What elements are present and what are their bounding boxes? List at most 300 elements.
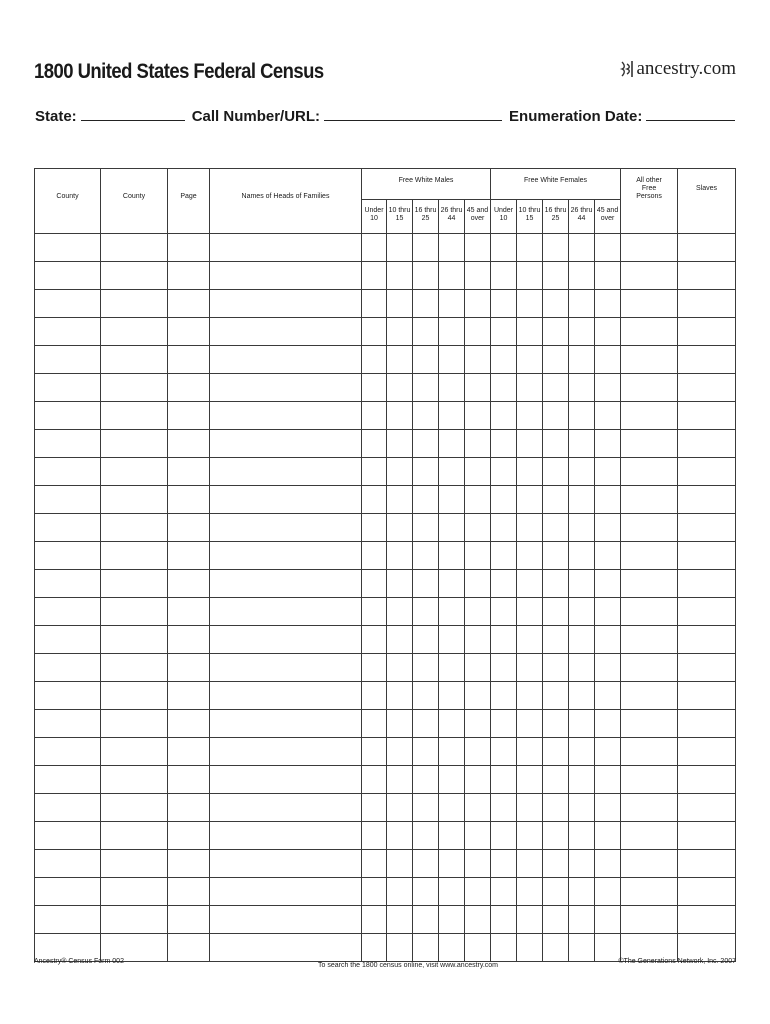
entry-cell[interactable]	[465, 374, 491, 402]
entry-cell[interactable]	[413, 234, 439, 262]
entry-cell[interactable]	[362, 542, 387, 570]
entry-cell[interactable]	[387, 738, 413, 766]
entry-cell[interactable]	[621, 794, 678, 822]
entry-cell[interactable]	[387, 430, 413, 458]
entry-cell[interactable]	[465, 486, 491, 514]
entry-cell[interactable]	[569, 346, 595, 374]
entry-cell[interactable]	[465, 318, 491, 346]
entry-cell[interactable]	[101, 850, 168, 878]
entry-cell[interactable]	[595, 794, 621, 822]
entry-cell[interactable]	[517, 710, 543, 738]
entry-cell[interactable]	[465, 626, 491, 654]
entry-cell[interactable]	[517, 262, 543, 290]
entry-cell[interactable]	[621, 822, 678, 850]
entry-cell[interactable]	[621, 514, 678, 542]
entry-cell[interactable]	[35, 318, 101, 346]
entry-cell[interactable]	[621, 290, 678, 318]
entry-cell[interactable]	[168, 290, 210, 318]
entry-cell[interactable]	[362, 682, 387, 710]
entry-cell[interactable]	[569, 710, 595, 738]
entry-cell[interactable]	[168, 570, 210, 598]
entry-cell[interactable]	[439, 710, 465, 738]
entry-cell[interactable]	[387, 934, 413, 962]
entry-cell[interactable]	[210, 794, 362, 822]
entry-cell[interactable]	[35, 458, 101, 486]
entry-cell[interactable]	[465, 570, 491, 598]
entry-cell[interactable]	[413, 346, 439, 374]
entry-cell[interactable]	[168, 234, 210, 262]
entry-cell[interactable]	[168, 794, 210, 822]
entry-cell[interactable]	[491, 738, 517, 766]
entry-cell[interactable]	[491, 542, 517, 570]
entry-cell[interactable]	[101, 514, 168, 542]
entry-cell[interactable]	[543, 878, 569, 906]
entry-cell[interactable]	[595, 738, 621, 766]
entry-cell[interactable]	[595, 290, 621, 318]
entry-cell[interactable]	[678, 402, 736, 430]
entry-cell[interactable]	[210, 570, 362, 598]
entry-cell[interactable]	[517, 514, 543, 542]
entry-cell[interactable]	[569, 542, 595, 570]
entry-cell[interactable]	[35, 794, 101, 822]
entry-cell[interactable]	[678, 570, 736, 598]
entry-cell[interactable]	[413, 402, 439, 430]
entry-cell[interactable]	[413, 766, 439, 794]
entry-cell[interactable]	[465, 430, 491, 458]
entry-cell[interactable]	[168, 738, 210, 766]
entry-cell[interactable]	[517, 738, 543, 766]
entry-cell[interactable]	[168, 682, 210, 710]
entry-cell[interactable]	[168, 430, 210, 458]
entry-cell[interactable]	[569, 878, 595, 906]
entry-cell[interactable]	[491, 850, 517, 878]
enumeration-date-field[interactable]	[646, 106, 735, 121]
entry-cell[interactable]	[465, 346, 491, 374]
entry-cell[interactable]	[543, 654, 569, 682]
entry-cell[interactable]	[413, 486, 439, 514]
entry-cell[interactable]	[621, 598, 678, 626]
entry-cell[interactable]	[621, 682, 678, 710]
entry-cell[interactable]	[387, 682, 413, 710]
entry-cell[interactable]	[491, 906, 517, 934]
entry-cell[interactable]	[569, 934, 595, 962]
entry-cell[interactable]	[35, 430, 101, 458]
entry-cell[interactable]	[362, 402, 387, 430]
entry-cell[interactable]	[543, 318, 569, 346]
entry-cell[interactable]	[101, 766, 168, 794]
entry-cell[interactable]	[569, 570, 595, 598]
entry-cell[interactable]	[439, 850, 465, 878]
entry-cell[interactable]	[35, 514, 101, 542]
entry-cell[interactable]	[543, 542, 569, 570]
entry-cell[interactable]	[517, 542, 543, 570]
entry-cell[interactable]	[35, 626, 101, 654]
entry-cell[interactable]	[678, 822, 736, 850]
entry-cell[interactable]	[168, 318, 210, 346]
entry-cell[interactable]	[543, 850, 569, 878]
entry-cell[interactable]	[413, 626, 439, 654]
entry-cell[interactable]	[543, 934, 569, 962]
entry-cell[interactable]	[595, 682, 621, 710]
entry-cell[interactable]	[387, 486, 413, 514]
entry-cell[interactable]	[595, 514, 621, 542]
entry-cell[interactable]	[621, 766, 678, 794]
entry-cell[interactable]	[621, 738, 678, 766]
entry-cell[interactable]	[413, 934, 439, 962]
entry-cell[interactable]	[491, 934, 517, 962]
entry-cell[interactable]	[465, 738, 491, 766]
entry-cell[interactable]	[569, 514, 595, 542]
entry-cell[interactable]	[517, 850, 543, 878]
entry-cell[interactable]	[439, 738, 465, 766]
entry-cell[interactable]	[517, 374, 543, 402]
entry-cell[interactable]	[210, 738, 362, 766]
entry-cell[interactable]	[595, 822, 621, 850]
entry-cell[interactable]	[362, 598, 387, 626]
entry-cell[interactable]	[168, 626, 210, 654]
entry-cell[interactable]	[439, 822, 465, 850]
entry-cell[interactable]	[439, 878, 465, 906]
entry-cell[interactable]	[517, 598, 543, 626]
entry-cell[interactable]	[543, 794, 569, 822]
entry-cell[interactable]	[678, 234, 736, 262]
entry-cell[interactable]	[543, 710, 569, 738]
entry-cell[interactable]	[517, 402, 543, 430]
entry-cell[interactable]	[678, 906, 736, 934]
entry-cell[interactable]	[595, 262, 621, 290]
entry-cell[interactable]	[168, 262, 210, 290]
entry-cell[interactable]	[387, 458, 413, 486]
entry-cell[interactable]	[595, 346, 621, 374]
call-number-field[interactable]	[324, 106, 502, 121]
entry-cell[interactable]	[595, 710, 621, 738]
entry-cell[interactable]	[387, 514, 413, 542]
entry-cell[interactable]	[35, 878, 101, 906]
entry-cell[interactable]	[621, 430, 678, 458]
entry-cell[interactable]	[517, 458, 543, 486]
entry-cell[interactable]	[210, 710, 362, 738]
entry-cell[interactable]	[678, 290, 736, 318]
entry-cell[interactable]	[465, 654, 491, 682]
entry-cell[interactable]	[491, 626, 517, 654]
entry-cell[interactable]	[543, 430, 569, 458]
entry-cell[interactable]	[35, 402, 101, 430]
entry-cell[interactable]	[595, 570, 621, 598]
entry-cell[interactable]	[210, 598, 362, 626]
entry-cell[interactable]	[413, 570, 439, 598]
entry-cell[interactable]	[387, 822, 413, 850]
entry-cell[interactable]	[678, 766, 736, 794]
entry-cell[interactable]	[439, 290, 465, 318]
entry-cell[interactable]	[413, 878, 439, 906]
entry-cell[interactable]	[362, 430, 387, 458]
entry-cell[interactable]	[387, 262, 413, 290]
entry-cell[interactable]	[210, 262, 362, 290]
entry-cell[interactable]	[465, 710, 491, 738]
entry-cell[interactable]	[210, 654, 362, 682]
entry-cell[interactable]	[465, 458, 491, 486]
entry-cell[interactable]	[387, 234, 413, 262]
entry-cell[interactable]	[491, 402, 517, 430]
entry-cell[interactable]	[387, 654, 413, 682]
entry-cell[interactable]	[210, 822, 362, 850]
entry-cell[interactable]	[569, 794, 595, 822]
entry-cell[interactable]	[543, 374, 569, 402]
entry-cell[interactable]	[362, 794, 387, 822]
entry-cell[interactable]	[35, 290, 101, 318]
entry-cell[interactable]	[413, 318, 439, 346]
entry-cell[interactable]	[491, 346, 517, 374]
state-field[interactable]	[81, 106, 185, 121]
entry-cell[interactable]	[362, 850, 387, 878]
entry-cell[interactable]	[101, 374, 168, 402]
entry-cell[interactable]	[362, 458, 387, 486]
entry-cell[interactable]	[413, 598, 439, 626]
entry-cell[interactable]	[387, 878, 413, 906]
entry-cell[interactable]	[101, 234, 168, 262]
entry-cell[interactable]	[35, 682, 101, 710]
entry-cell[interactable]	[517, 290, 543, 318]
entry-cell[interactable]	[543, 822, 569, 850]
entry-cell[interactable]	[569, 682, 595, 710]
entry-cell[interactable]	[595, 234, 621, 262]
entry-cell[interactable]	[439, 374, 465, 402]
entry-cell[interactable]	[491, 234, 517, 262]
entry-cell[interactable]	[517, 878, 543, 906]
entry-cell[interactable]	[517, 682, 543, 710]
entry-cell[interactable]	[101, 794, 168, 822]
entry-cell[interactable]	[678, 850, 736, 878]
entry-cell[interactable]	[491, 822, 517, 850]
entry-cell[interactable]	[569, 738, 595, 766]
entry-cell[interactable]	[362, 234, 387, 262]
entry-cell[interactable]	[465, 234, 491, 262]
entry-cell[interactable]	[595, 626, 621, 654]
entry-cell[interactable]	[491, 374, 517, 402]
entry-cell[interactable]	[678, 598, 736, 626]
entry-cell[interactable]	[621, 374, 678, 402]
entry-cell[interactable]	[491, 766, 517, 794]
entry-cell[interactable]	[491, 570, 517, 598]
entry-cell[interactable]	[413, 458, 439, 486]
entry-cell[interactable]	[101, 542, 168, 570]
entry-cell[interactable]	[491, 290, 517, 318]
entry-cell[interactable]	[543, 570, 569, 598]
entry-cell[interactable]	[491, 458, 517, 486]
entry-cell[interactable]	[465, 766, 491, 794]
entry-cell[interactable]	[621, 486, 678, 514]
entry-cell[interactable]	[35, 486, 101, 514]
entry-cell[interactable]	[362, 878, 387, 906]
entry-cell[interactable]	[517, 934, 543, 962]
entry-cell[interactable]	[413, 850, 439, 878]
entry-cell[interactable]	[362, 514, 387, 542]
entry-cell[interactable]	[465, 906, 491, 934]
entry-cell[interactable]	[101, 654, 168, 682]
entry-cell[interactable]	[678, 682, 736, 710]
entry-cell[interactable]	[621, 402, 678, 430]
entry-cell[interactable]	[595, 486, 621, 514]
entry-cell[interactable]	[595, 766, 621, 794]
entry-cell[interactable]	[413, 822, 439, 850]
entry-cell[interactable]	[595, 654, 621, 682]
entry-cell[interactable]	[362, 738, 387, 766]
entry-cell[interactable]	[569, 766, 595, 794]
entry-cell[interactable]	[210, 318, 362, 346]
entry-cell[interactable]	[491, 654, 517, 682]
entry-cell[interactable]	[168, 374, 210, 402]
entry-cell[interactable]	[101, 626, 168, 654]
entry-cell[interactable]	[35, 850, 101, 878]
entry-cell[interactable]	[569, 654, 595, 682]
entry-cell[interactable]	[517, 626, 543, 654]
entry-cell[interactable]	[35, 542, 101, 570]
entry-cell[interactable]	[362, 626, 387, 654]
entry-cell[interactable]	[210, 878, 362, 906]
entry-cell[interactable]	[413, 710, 439, 738]
entry-cell[interactable]	[543, 262, 569, 290]
entry-cell[interactable]	[387, 402, 413, 430]
entry-cell[interactable]	[168, 486, 210, 514]
entry-cell[interactable]	[569, 822, 595, 850]
entry-cell[interactable]	[439, 486, 465, 514]
entry-cell[interactable]	[168, 346, 210, 374]
entry-cell[interactable]	[621, 906, 678, 934]
entry-cell[interactable]	[439, 458, 465, 486]
entry-cell[interactable]	[210, 374, 362, 402]
entry-cell[interactable]	[621, 234, 678, 262]
entry-cell[interactable]	[621, 318, 678, 346]
entry-cell[interactable]	[168, 542, 210, 570]
entry-cell[interactable]	[101, 598, 168, 626]
entry-cell[interactable]	[35, 738, 101, 766]
entry-cell[interactable]	[543, 682, 569, 710]
entry-cell[interactable]	[678, 374, 736, 402]
entry-cell[interactable]	[465, 878, 491, 906]
entry-cell[interactable]	[362, 570, 387, 598]
entry-cell[interactable]	[569, 430, 595, 458]
entry-cell[interactable]	[569, 318, 595, 346]
entry-cell[interactable]	[595, 878, 621, 906]
entry-cell[interactable]	[543, 402, 569, 430]
entry-cell[interactable]	[387, 290, 413, 318]
entry-cell[interactable]	[517, 486, 543, 514]
entry-cell[interactable]	[387, 850, 413, 878]
entry-cell[interactable]	[362, 766, 387, 794]
entry-cell[interactable]	[439, 682, 465, 710]
entry-cell[interactable]	[595, 458, 621, 486]
entry-cell[interactable]	[491, 430, 517, 458]
entry-cell[interactable]	[491, 318, 517, 346]
entry-cell[interactable]	[35, 654, 101, 682]
entry-cell[interactable]	[101, 738, 168, 766]
entry-cell[interactable]	[517, 794, 543, 822]
entry-cell[interactable]	[678, 458, 736, 486]
entry-cell[interactable]	[362, 486, 387, 514]
entry-cell[interactable]	[439, 262, 465, 290]
entry-cell[interactable]	[517, 570, 543, 598]
entry-cell[interactable]	[678, 514, 736, 542]
entry-cell[interactable]	[678, 542, 736, 570]
entry-cell[interactable]	[210, 234, 362, 262]
entry-cell[interactable]	[387, 626, 413, 654]
entry-cell[interactable]	[517, 906, 543, 934]
entry-cell[interactable]	[35, 570, 101, 598]
entry-cell[interactable]	[569, 402, 595, 430]
entry-cell[interactable]	[569, 290, 595, 318]
entry-cell[interactable]	[439, 906, 465, 934]
entry-cell[interactable]	[413, 738, 439, 766]
entry-cell[interactable]	[517, 234, 543, 262]
entry-cell[interactable]	[413, 430, 439, 458]
entry-cell[interactable]	[678, 262, 736, 290]
entry-cell[interactable]	[595, 374, 621, 402]
entry-cell[interactable]	[678, 346, 736, 374]
entry-cell[interactable]	[678, 626, 736, 654]
entry-cell[interactable]	[595, 598, 621, 626]
entry-cell[interactable]	[362, 374, 387, 402]
entry-cell[interactable]	[168, 598, 210, 626]
entry-cell[interactable]	[387, 794, 413, 822]
entry-cell[interactable]	[387, 318, 413, 346]
entry-cell[interactable]	[465, 822, 491, 850]
entry-cell[interactable]	[465, 514, 491, 542]
entry-cell[interactable]	[101, 486, 168, 514]
entry-cell[interactable]	[439, 430, 465, 458]
entry-cell[interactable]	[621, 654, 678, 682]
entry-cell[interactable]	[465, 682, 491, 710]
entry-cell[interactable]	[439, 346, 465, 374]
entry-cell[interactable]	[210, 290, 362, 318]
entry-cell[interactable]	[517, 346, 543, 374]
entry-cell[interactable]	[362, 710, 387, 738]
entry-cell[interactable]	[569, 374, 595, 402]
entry-cell[interactable]	[595, 430, 621, 458]
entry-cell[interactable]	[543, 906, 569, 934]
entry-cell[interactable]	[35, 766, 101, 794]
entry-cell[interactable]	[101, 290, 168, 318]
entry-cell[interactable]	[168, 878, 210, 906]
entry-cell[interactable]	[101, 402, 168, 430]
entry-cell[interactable]	[35, 234, 101, 262]
entry-cell[interactable]	[168, 402, 210, 430]
entry-cell[interactable]	[35, 710, 101, 738]
entry-cell[interactable]	[465, 262, 491, 290]
entry-cell[interactable]	[439, 766, 465, 794]
entry-cell[interactable]	[387, 906, 413, 934]
entry-cell[interactable]	[413, 374, 439, 402]
entry-cell[interactable]	[413, 794, 439, 822]
entry-cell[interactable]	[387, 374, 413, 402]
entry-cell[interactable]	[465, 290, 491, 318]
entry-cell[interactable]	[210, 458, 362, 486]
entry-cell[interactable]	[101, 570, 168, 598]
entry-cell[interactable]	[595, 850, 621, 878]
entry-cell[interactable]	[678, 738, 736, 766]
entry-cell[interactable]	[595, 318, 621, 346]
entry-cell[interactable]	[595, 934, 621, 962]
entry-cell[interactable]	[101, 458, 168, 486]
entry-cell[interactable]	[621, 570, 678, 598]
entry-cell[interactable]	[35, 374, 101, 402]
entry-cell[interactable]	[621, 878, 678, 906]
entry-cell[interactable]	[517, 766, 543, 794]
entry-cell[interactable]	[543, 766, 569, 794]
entry-cell[interactable]	[595, 906, 621, 934]
entry-cell[interactable]	[569, 234, 595, 262]
entry-cell[interactable]	[168, 654, 210, 682]
entry-cell[interactable]	[362, 906, 387, 934]
